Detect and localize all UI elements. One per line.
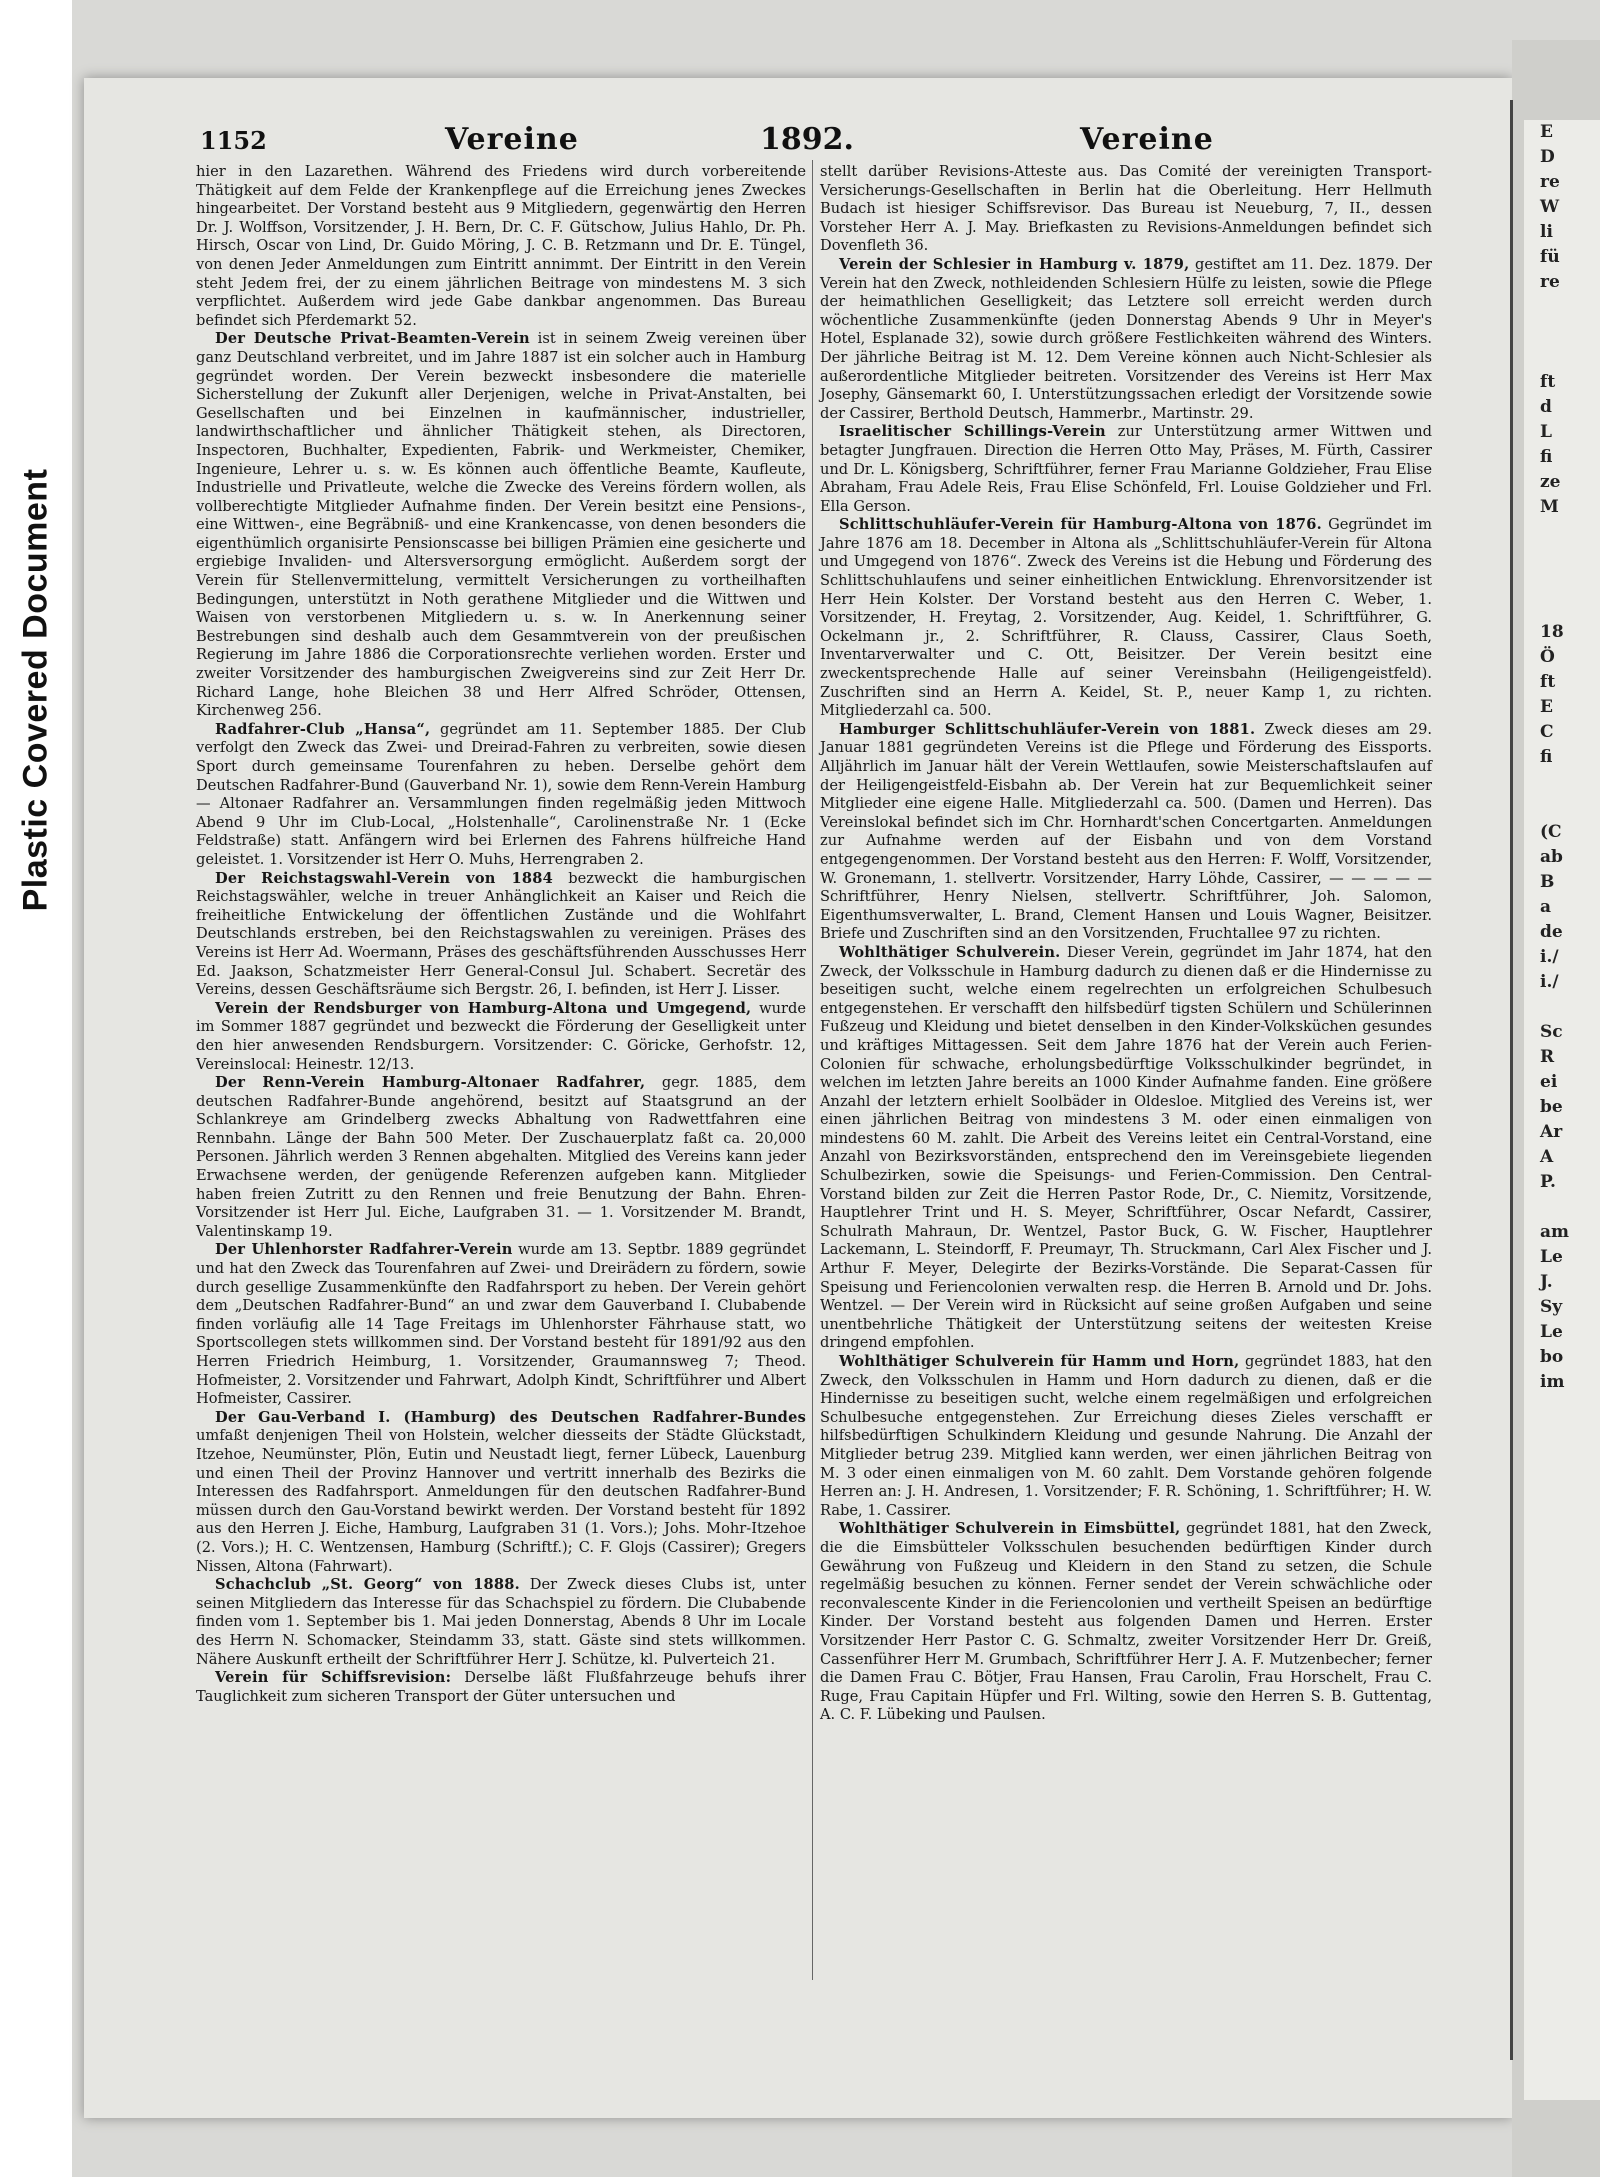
adjacent-page-fragment: li	[1540, 222, 1553, 242]
running-year: 1892.	[760, 122, 854, 157]
adjacent-page-fragment: M	[1540, 497, 1559, 517]
adjacent-page-fragment: W	[1540, 197, 1560, 217]
adjacent-page-fragment: ft	[1540, 372, 1556, 392]
adjacent-page-fragment: D	[1540, 147, 1555, 167]
entry: Radfahrer-Club „Hansa“, gegründet am 11. September 1885. Der Club verfolgt den Zweck das Zwei- und Dreirad-Fahren zu verbreiten, sowie diesen Sport durch gemeinsame Tourenfahren zu heben. Derselbe gehört dem Deutschen Radfahrer-Bund (Gauverband Nr. 1), sowie dem Renn-Verein Hamburg — Altonaer Radfahrer an. Versammlungen finden regelmäßig jeden Mittwoch Abend 9 Uhr im Club-Local, „Holstenhalle“, Carolinenstraße Nr. 1 (Ecke Feldstraße) statt. Anfängern wird bei Erlernen des Fahrens hülfreiche Hand geleistet. 1. Vorsitzender ist Herr O. Muhs, Herrengraben 2.	[196, 720, 806, 868]
page-gutter-line	[1510, 100, 1513, 2060]
adjacent-page-fragment: de	[1540, 922, 1563, 942]
adjacent-page-fragment: fi	[1540, 447, 1553, 467]
adjacent-page-fragment: Sy	[1540, 1297, 1563, 1317]
entry: Schachclub „St. Georg“ von 1888. Der Zweck dieses Clubs ist, unter seinen Mitgliedern das Interesse für das Schachspiel zu fördern. Die Clubabende finden vom 1. September bis 1. Mai jeden Donnerstag, Abends 8 Uhr im Locale des Herrn N. Schomacker, Steindamm 33, statt. Gäste sind stets willkommen. Nähere Auskunft ertheilt der Schriftführer Herr J. Schütze, kl. Pulverteich 21.	[196, 1576, 806, 1668]
adjacent-page-fragment	[1524, 320, 1600, 345]
adjacent-page-fragment: Le	[1540, 1322, 1563, 1342]
entry: Hamburger Schlittschuhläufer-Verein von 1881. Zweck dieses am 29. Januar 1881 gegründeten Vereins ist die Pflege und Förderung des Eissports. Alljährlich im Januar hält der Verein Wettlaufen, sowie Meisterschaftslaufen auf der Heiligengeistfeld-Eisbahn ab. Der Verein hat zur Bequemlichkeit seiner Mitglieder eine eigene Halle. Mitgliederzahl ca. 500. (Damen und Herren). Das Vereinslokal befindet sich im Chr. Hornhardt'schen Concertgarten. Anmeldungen zur Aufnahme werden auf der Eisbahn und von dem Vorstand entgegengenommen. Der Vorstand besteht aus den Herren: F. Wolff, Vorsitzender, W. Gronemann, 1. stellvertr. Vorsitzender, Harry Löhde, Cassirer, — — — — — Schriftführer, Henry Nielsen, stellvertr. Schriftführer, Joh. Salomon, Eigenthumsverwalter, L. Brand, Clement Hansen und Louis Wagner, Beisitzer. Briefe und Zuschriften sind an den Vorsitzenden, Fruchtallee 97 zu richten.	[820, 720, 1432, 943]
adjacent-page-fragment: C	[1540, 722, 1554, 742]
adjacent-page-fragment: Ar	[1540, 1122, 1563, 1142]
adjacent-page-fragment: bo	[1540, 1347, 1564, 1367]
adjacent-page-fragment: fü	[1540, 247, 1560, 267]
left-column	[196, 163, 806, 1706]
adjacent-page-fragment: am	[1540, 1222, 1570, 1242]
adjacent-page-fragment: Sc	[1540, 1022, 1563, 1042]
adjacent-page-fragment: im	[1540, 1372, 1565, 1392]
entry: Der Uhlenhorster Radfahrer-Verein wurde am 13. Septbr. 1889 gegründet und hat den Zweck das Tourenfahren auf Zwei- und Dreirädern zu fördern, sowie durch gesellige Zusammenkünfte den Radfahrsport zu heben. Der Verein gehört dem „Deutschen Radfahrer-Bund“ an und zwar dem Gauverband I. Clubabende finden vorläufig alle 14 Tage Freitags im Uhlenhorster Fährhause statt, wo Sportscollegen stets willkommen sind. Der Vorstand besteht für 1891/92 aus den Herren Friedrich Heimburg, 1. Vorsitzender, Graumannsweg 7; Theod. Hofmeister, 2. Vorsitzender und Fahrwart, Adolph Kindt, Schriftführer und Albert Hofmeister, Cassirer.	[196, 1241, 807, 1408]
entry: Der Reichstagswahl-Verein von 1884 bezweckt die hamburgischen Reichstagswähler, welche in treuer Anhänglichkeit an Kaiser und Reich die freiheitliche Entwickelung der öffentlichen Zustände und die Wohlfahrt Deutschlands erstreben, bei den Reichstagswahlen zu vereinigen. Präses des Vereins ist Herr Ad. Woermann, Präses des geschäftsführenden Ausschusses Herr Ed. Jaakson, Schatzmeister Herr General-Consul Jul. Schabert. Secretär des Vereins, dessen Geschäftsräume sich Bergstr. 26, I. befinden, ist Herr J. Lisser.	[196, 869, 807, 999]
entry: Verein der Schlesier in Hamburg v. 1879, gestiftet am 11. Dez. 1879. Der Verein hat den Zweck, nothleidenden Schlesiern Hülfe zu leisten, sowie die Pflege der heimathlichen Geselligkeit; das Letztere soll erreicht werden durch wöchentliche Zusammenkünfte (jeden Donnerstag Abends 9 Uhr in Meyer's Hotel, Esplanade 32), sowie durch größere Festlichkeiten während des Winters. Der jährliche Beitrag ist M. 12. Dem Vereine können auch Nicht-Schlesier als außerordentliche Mitglieder beitreten. Vorsitzender des Vereins ist Herr Max Josephy, Gänsemarkt 60, I. Unterstützungssachen erledigt der Vorsitzende sowie der Cassirer, Berthold Deutsch, Hammerbr., Martinstr. 29.	[820, 255, 1433, 422]
entry: Verein der Rendsburger von Hamburg-Altona und Umgegend, wurde im Sommer 1887 gegründet und bezweckt die Förderung der Geselligkeit unter den hier anwesenden Rendsburgern. Vorsitzender: C. Göricke, Gerhofstr. 12, Vereinslocal: Heinestr. 12/13.	[196, 999, 806, 1073]
adjacent-page-fragment	[1524, 545, 1600, 570]
adjacent-page-fragment: B	[1540, 872, 1555, 892]
running-title-right: Vereine	[1080, 122, 1214, 157]
right-column	[820, 163, 1432, 1725]
entry: Israelitischer Schillings-Verein zur Unterstützung armer Wittwen und betagter Jungfrauen. Direction die Herren Otto May, Präses, M. Fürth, Cassirer und Dr. L. Königsberg, Schriftführer, ferner Frau Marianne Goldzieher, Frau Elise Abraham, Frau Adele Reis, Frau Elise Schönfeld, Frl. Louise Goldzieher und Frl. Ella Gerson.	[820, 423, 1432, 515]
adjacent-page-fragment: d	[1540, 397, 1552, 417]
adjacent-page-fragment	[1524, 295, 1600, 320]
adjacent-page-fragment: ab	[1540, 847, 1563, 867]
entry: Wohlthätiger Schulverein. Dieser Verein, gegründet im Jahr 1874, hat den Zweck, der Volksschule in Hamburg dadurch zu dienen daß er die Hindernisse zu beseitigen sucht, welche einem regelrechten un erfolgreichen Schulbesuch entgegenstehen. Er verschafft den hilfsbedürf tigsten Schülern und Schülerinnen Fußzeug und Kleidung und bietet denselben in den Kinder-Volksküchen gesundes und kräftiges Mittagessen. Seit dem Jahre 1876 hat der Verein auch Ferien-Colonien für schwache, erholungsbedürftige Volksschulkinder begründet, in welchen im letzten Jahre bereits an 1000 Kinder Aufnahme fanden. Eine größere Anzahl der letztern erhielt Soolbäder in Oldesloe. Mitglied des Vereins ist, wer einen jährlichen Beitrag von mindestens 3 M. oder einen einmaligen von mindestens 60 M. zahlt. Die Arbeit des Vereins leitet ein Central-Vorstand, eine Anzahl von Bezirksvorständen, entsprechend den im Vereinsgebiete liegenden Schulbezirken, sowie die Speisungs- und Ferien-Commission. Den Central-Vorstand bilden zur Zeit die Herren Pastor Rode, Dr., C. Niemitz, Vorsitzende, Hauptlehrer Trint und H. S. Meyer, Schriftführer, Oscar Nefardt, Cassirer, Schulrath Mahraun, Dr. Wentzel, Pastor Buck, G. W. Fischer, Hauptlehrer Lackemann, L. Steindorff, F. Preumayr, Th. Struckmann, Carl Alex Fischer und J. Arthur F. Meyer, Delegirte der Bezirks-Vorstände. Die Separat-Cassen für Speisung und Feriencolonien verwalten resp. die Herren B. Arnold und Dr. Johs. Wentzel. — Der Verein wird in Rücksicht auf seine großen Aufgaben und seine unentbehrliche Thätigkeit der Unterstützung seitens der weitesten Kreise dringend empfohlen.	[820, 943, 1432, 1352]
running-title-left: Vereine	[445, 122, 579, 157]
adjacent-page-fragment	[1524, 520, 1600, 545]
adjacent-page-fragment	[1524, 570, 1600, 595]
adjacent-page-fragment: E	[1540, 122, 1553, 142]
entry: Wohlthätiger Schulverein für Hamm und Horn, gegründet 1883, hat den Zweck, den Volksschulen in Hamm und Horn dadurch zu dienen, daß er die Hindernisse zu beseitigen sucht, welche einem regelmäßigen und erfolgreichen Schulbesuche entgegenstehen. Zur Erreichung dieses Zieles verschafft er hilfsbedürftigen Schulkindern Kleidung und gesunde Nahrung. Die Anzahl der Mitglieder betrug 239. Mitglied kann werden, wer einen jährlichen Beitrag von M. 3 oder einen einmaligen von M. 60 zahlt. Dem Vorstande gehören folgende Herren an: J. H. Andresen, 1. Vorsitzender; F. R. Schöning, 1. Schriftführer; H. W. Rabe, 1. Cassirer.	[820, 1353, 1432, 1519]
adjacent-page-fragment: i./	[1540, 972, 1559, 992]
adjacent-page-fragment: ze	[1540, 472, 1561, 492]
entry: Der Deutsche Privat-Beamten-Verein ist in seinem Zweig vereinen über ganz Deutschland verbreitet, und im Jahre 1887 ist ein solcher auch in Hamburg gegründet worden. Der Verein bezweckt insbesondere die materielle Sicherstellung der Zukunft aller Derjenigen, welche in Privat-Anstalten, bei Gesellschaften und bei Einzelnen in kaufmännischer, industrieller, landwirthschaftlicher und ähnlicher Thätigkeit stehen, als Directoren, Inspectoren, Buchhalter, Expedienten, Fabrik- und Werkmeister, Chemiker, Ingenieure, Lehrer u. s. w. Es können auch öffentliche Beamte, Kaufleute, Industrielle und Privatleute, welche die Zwecke des Vereins fördern wollen, als vollberechtigte Mitglieder Aufnahme finden. Der Verein besitzt eine Pensions-, eine Wittwen-, eine Begräbniß- und eine Krankencasse, von denen besonders die eigenthümlich organisirte Pensionscasse bei billigen Prämien eine gesicherte und ergiebige Invaliden- und Altersversorgung ermöglicht. Außerdem sorgt der Verein für Stellenvermittelung, vermittelt Versicherungen zu vortheilhaften Bedingungen, unterstützt in Noth gerathene Mitglieder und die Wittwen und Waisen von verstorbenen Mitgliedern u. s. w. In Anerkennung seiner Bestrebungen sind deshalb auch dem Gesammtverein von der preußischen Regierung im Jahre 1886 die Corporationsrechte verliehen worden. Erster und zweiter Vorsitzender des hamburgischen Zweigvereins sind zur Zeit Herr Dr. Richard Lange, hohe Bleichen 38 und Herr Alfred Schröder, Ottensen, Kirchenweg 256.	[196, 330, 806, 720]
adjacent-page-fragment: P.	[1540, 1172, 1556, 1192]
adjacent-page-fragment: re	[1540, 172, 1560, 192]
adjacent-page-fragment	[1524, 795, 1600, 820]
adjacent-page-fragment: L	[1540, 422, 1552, 442]
adjacent-page-fragment: A	[1540, 1147, 1554, 1167]
plastic-covered-label: Plastic Covered Document	[16, 468, 55, 912]
adjacent-page-fragment	[1524, 1195, 1600, 1220]
adjacent-page-fragment: fi	[1540, 747, 1553, 767]
column-divider	[812, 160, 813, 1980]
adjacent-page-fragment: J.	[1540, 1272, 1553, 1292]
adjacent-page-fragment: Le	[1540, 1247, 1563, 1267]
entry: stellt darüber Revisions-Atteste aus. Das Comité der vereinigten Transport-Versicherungs-Gesellschaften in Berlin hat die Oberleitung. Herr Hellmuth Budach ist hiesiger Schiffsrevisor. Das Bureau ist Neueburg, 7, II., dessen Vorsteher Herr A. J. May. Briefkasten zu Revisions-Anmeldungen befindet sich Dovenfleth 36.	[820, 163, 1432, 255]
adjacent-page-fragment	[1524, 770, 1600, 795]
entry: hier in den Lazarethen. Während des Friedens wird durch vorbereitende Thätigkeit auf dem Felde der Krankenpflege auf die Erreichung jenes Zweckes hingearbeitet. Der Vorstand besteht aus 9 Mitgliedern, gegenwärtig den Herren Dr. J. Wolffson, Vorsitzender, J. H. Bern, Dr. C. F. Gütschow, Julius Hahlo, Dr. Ph. Hirsch, Oscar von Lind, Dr. Guido Möring, J. C. B. Retzmann und Dr. E. Tüngel, von denen Jeder Anmeldungen zum Eintritt annimmt. Der Eintritt in den Verein steht Jedem frei, der zu einem jährlichen Beitrage von mindestens M. 3 sich verpflichtet. Außerdem wird jede Gabe dankbar angenommen. Das Bureau befindet sich Pferdemarkt 52.	[196, 163, 806, 329]
adjacent-page-fragment: (C	[1540, 822, 1562, 842]
entry: Schlittschuhläufer-Verein für Hamburg-Altona von 1876. Gegründet im Jahre 1876 am 18. December in Altona als „Schlittschuhläufer-Verein für Altona und Umgegend von 1876“. Zweck des Vereins ist die Hebung und Förderung des Schlittschuhlaufens und seiner einheitlichen Entwicklung. Ehrenvorsitzender ist Herr Hein Kolster. Der Vorstand besteht aus den Herren C. Weber, 1. Vorsitzender, H. Freytag, 2. Vorsitzender, Aug. Keidel, 1. Schriftführer, G. Ockelmann jr., 2. Schriftführer, R. Clauss, Cassirer, Claus Soeth, Inventarverwalter und C. Ott, Beisitzer. Der Verein besitzt eine zweckentsprechende Halle auf seiner Vereinsbahn (Heiligengeistfeld). Zuschriften sind an Herrn A. Keidel, St. P., neuer Kamp 1, zu richten. Mitgliederzahl ca. 500.	[820, 516, 1433, 720]
page-number: 1152	[200, 126, 267, 155]
adjacent-page-fragment: ei	[1540, 1072, 1558, 1092]
adjacent-page-fragment: R	[1540, 1047, 1555, 1067]
adjacent-page-fragment: Ö	[1540, 647, 1555, 667]
adjacent-page-fragment	[1524, 995, 1600, 1020]
adjacent-page-fragment	[1524, 595, 1600, 620]
adjacent-page-strip	[1524, 120, 1600, 2100]
adjacent-page-fragment: i./	[1540, 947, 1559, 967]
adjacent-page-fragment: a	[1540, 897, 1552, 917]
entry: Der Gau-Verband I. (Hamburg) des Deutschen Radfahrer-Bundes umfaßt denjenigen Theil von Holstein, welcher diesseits der Städte Glückstadt, Itzehoe, Neumünster, Plön, Eutin und Neustadt liegt, ferner Lübeck, Lauenburg und einen Theil der Provinz Hannover und vertritt innerhalb des Bezirks die Interessen des Radfahrsport. Anmeldungen für den deutschen Radfahrer-Bund müssen durch den Gau-Vorstand bewirkt werden. Der Vorstand besteht für 1892 aus den Herren J. Eiche, Hamburg, Laufgraben 31 (1. Vors.); Johs. Mohr-Itzehoe (2. Vors.); H. C. Wentzensen, Hamburg (Schriftf.); C. F. Glojs (Cassirer); Gregers Nissen, Altona (Fahrwart).	[196, 1408, 806, 1575]
adjacent-page-fragment: 18	[1540, 622, 1564, 642]
entry: Wohlthätiger Schulverein in Eimsbüttel, gegründet 1881, hat den Zweck, die die Eimsbütteler Volksschulen besuchenden bedürftigen Kinder durch Gewährung von Fußzeug und Kleidern in den Stand zu setzen, die Schule regelmäßig besuchen zu können. Ferner sendet der Verein schwächliche oder reconvalescente Kinder in die Feriencolonien und vertheilt Speisen an bedürftige Kinder. Der Vorstand besteht aus folgenden Damen und Herren. Erster Vorsitzender Herr Pastor C. G. Schmaltz, zweiter Vorsitzender Herr Dr. Greiß, Cassenführer Herr M. Grumbach, Schriftführer Herr J. A. F. Mutzenbecher; ferner die Damen Frau C. Bötjer, Frau Hansen, Frau Carolin, Frau Horschelt, Frau C. Ruge, Frau Capitain Hüpfer und Frl. Wilting, sowie den Herren S. B. Guttentag, A. C. F. Lübeking und Paulsen.	[820, 1520, 1432, 1724]
entry: Verein für Schiffsrevision: Derselbe läßt Flußfahrzeuge behufs ihrer Tauglichkeit zum sicheren Transport der Güter untersuchen und	[196, 1669, 806, 1705]
adjacent-page-fragment: re	[1540, 272, 1560, 292]
adjacent-page-fragment: E	[1540, 697, 1553, 717]
entry: Der Renn-Verein Hamburg-Altonaer Radfahrer, gegr. 1885, dem deutschen Radfahrer-Bunde angehörend, besitzt auf Staatsgrund an der Schlankreye am Grindelberg zwecks Abhaltung von Radwettfahren eine Rennbahn. Länge der Bahn 500 Meter. Der Zuschauerplatz faßt ca. 20,000 Personen. Jährlich werden 3 Rennen abgehalten. Mitglied des Vereins kann jeder Erwachsene werden, der genügende Referenzen aufgeben kann. Mitglieder haben freien Zutritt zu den Rennen und freie Benutzung der Bahn. Ehren-Vorsitzender ist Herr Jul. Eiche, Laufgraben 31. — 1. Vorsitzender M. Brandt, Valentinskamp 19.	[196, 1074, 806, 1240]
document-label-sidebar	[0, 0, 72, 2177]
page-header	[200, 118, 1380, 166]
adjacent-page-fragment: be	[1540, 1097, 1563, 1117]
adjacent-page-fragment: ft	[1540, 672, 1556, 692]
adjacent-page-fragment	[1524, 345, 1600, 370]
